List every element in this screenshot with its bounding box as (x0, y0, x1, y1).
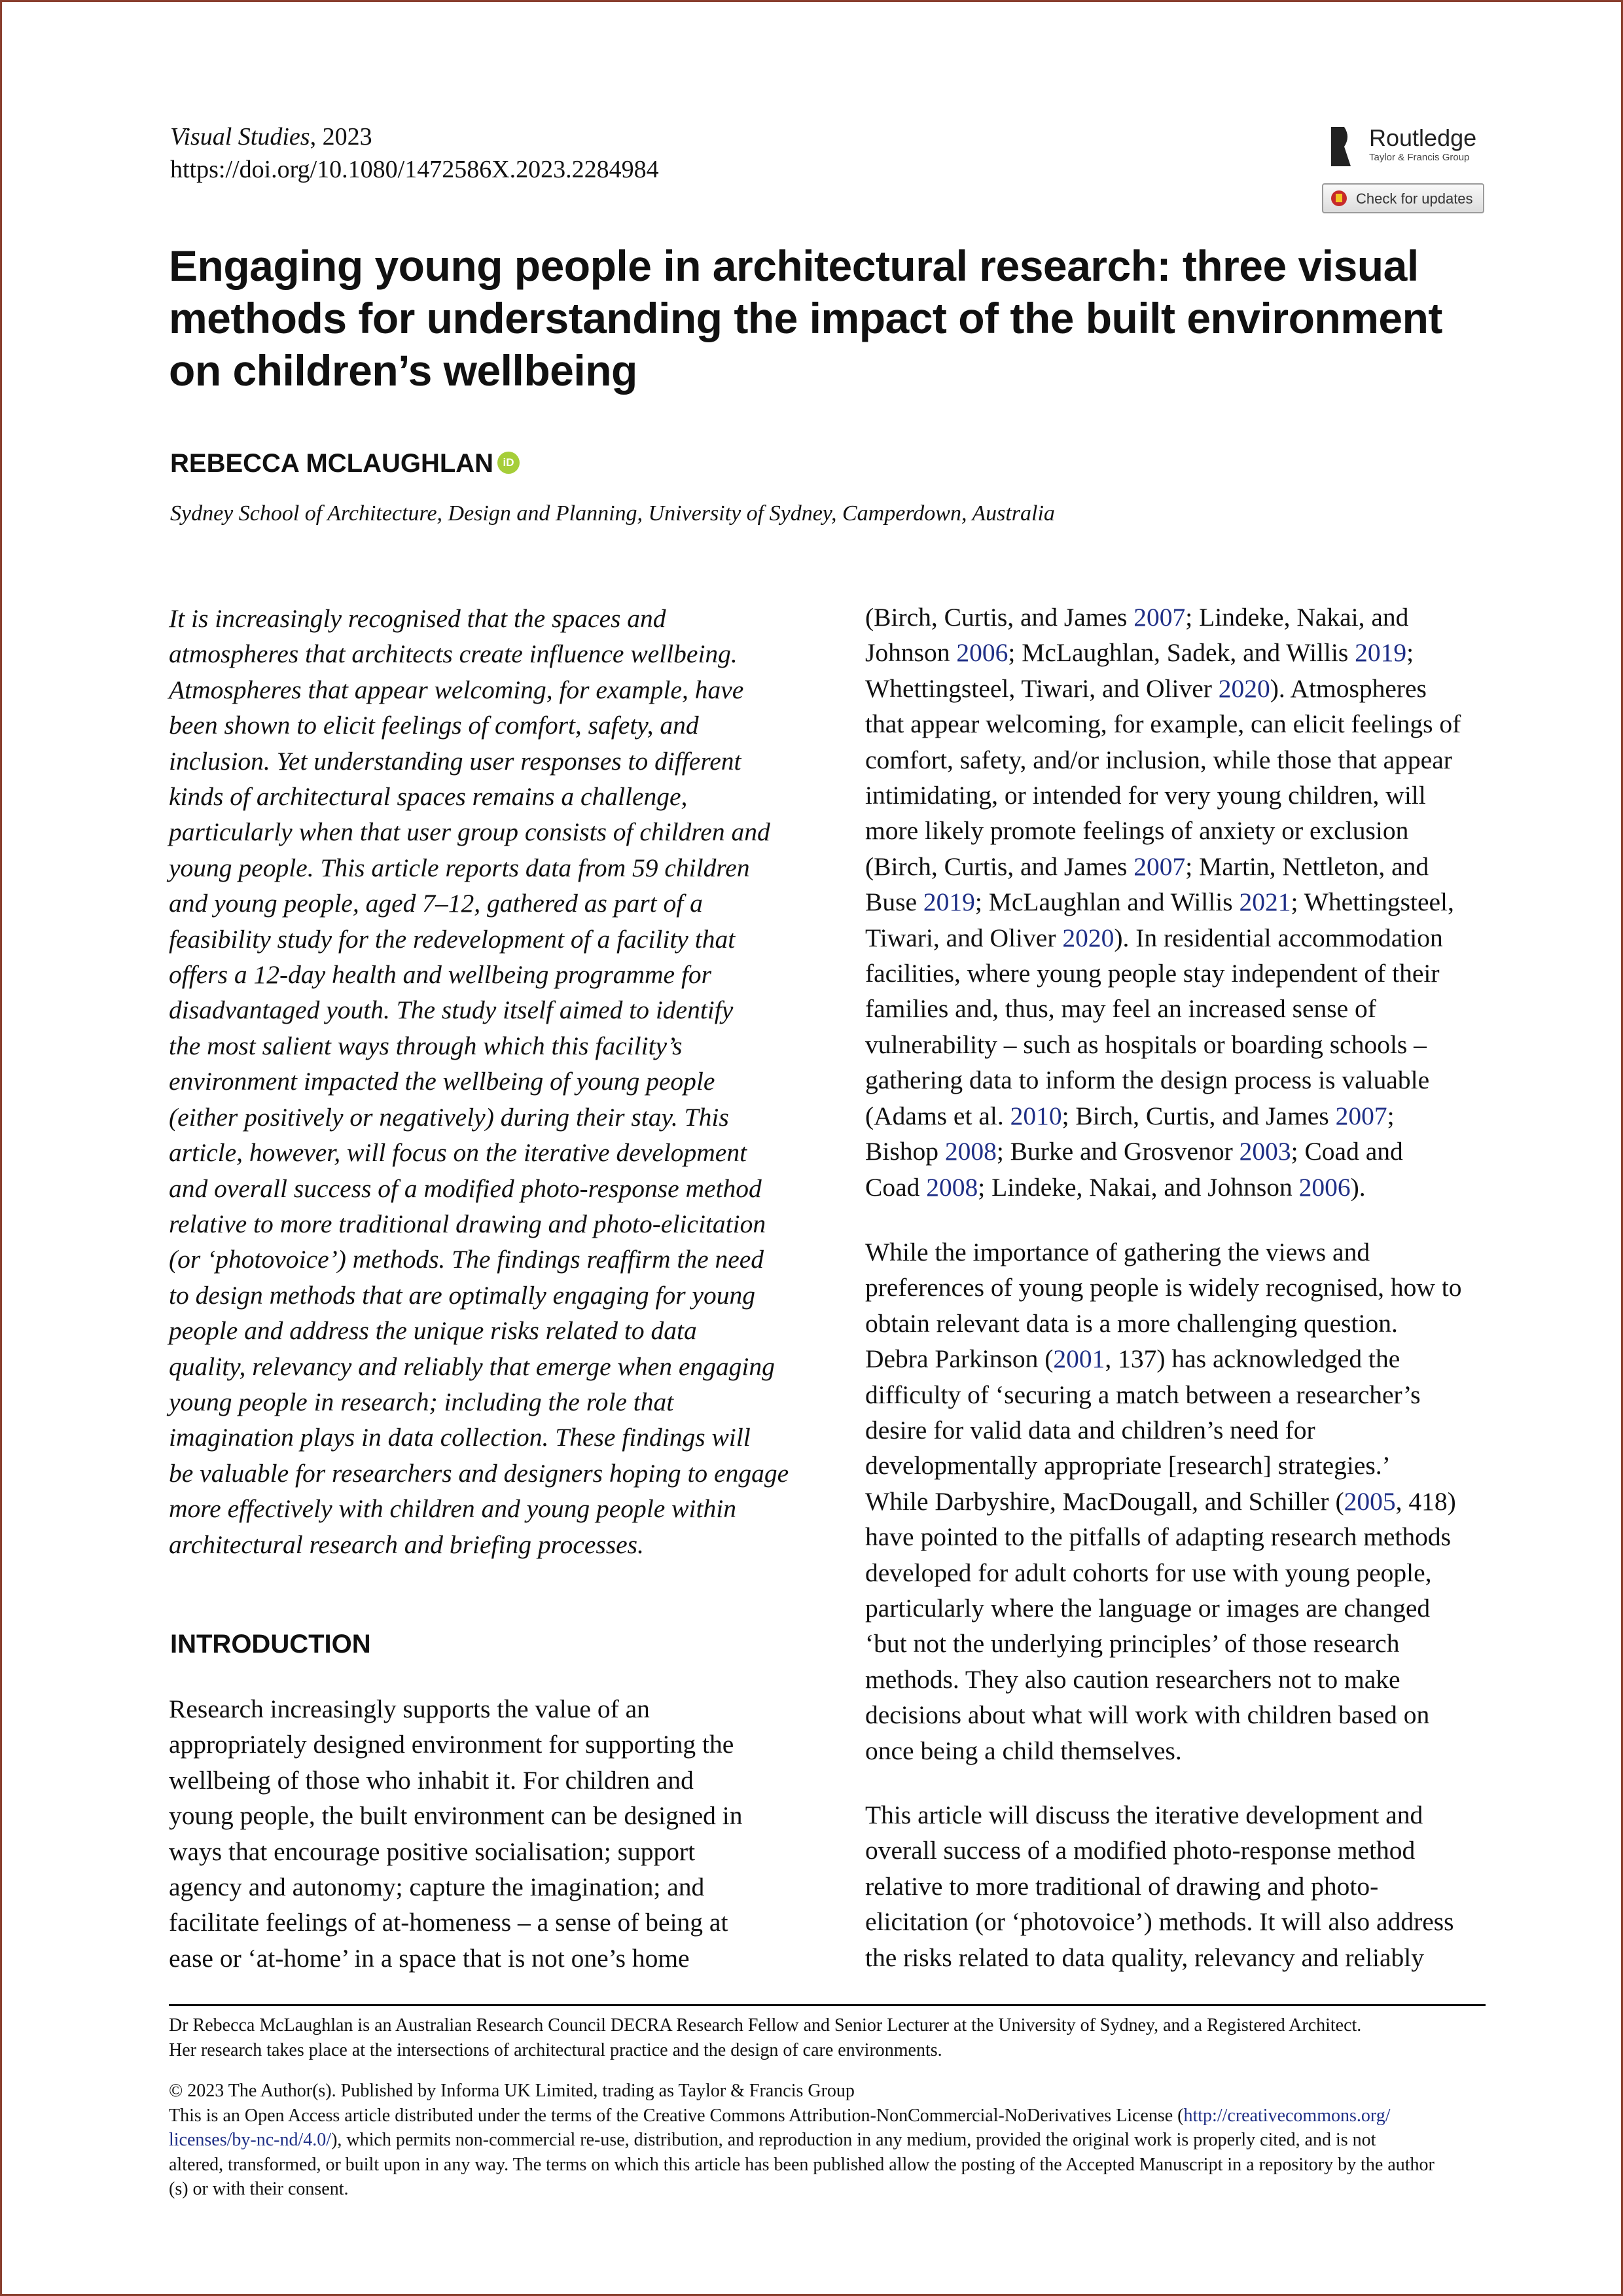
body-paragraph-1 (865, 600, 1493, 1205)
abstract-line: kinds of architectural spaces remains a challenge, (169, 782, 688, 812)
body-paragraph-3 (865, 1797, 1493, 1975)
text-line (865, 1697, 1493, 1732)
abstract-line: be valuable for researchers and designers hoping to engage (169, 1458, 789, 1488)
publisher-name: Routledge (1369, 124, 1477, 151)
journal-year: , 2023 (310, 123, 372, 151)
license-line: licenses/by-nc-nd/4.0/), which permits non-commercial re-use, distribution, and reproduction in any medium, provided the original work is properly cited, and is not (169, 2130, 1376, 2150)
abstract-line: disadvantaged youth. The study itself aimed to identify (169, 996, 734, 1025)
text-line: wellbeing of those who inhabit it. For children and (169, 1765, 694, 1795)
citation-link[interactable]: 2007 (1133, 852, 1186, 881)
text-line: appropriately designed environment for supporting the (169, 1730, 734, 1759)
text-line (865, 956, 1493, 991)
text-segment: gathering data to inform the design process is valuable (865, 1066, 1430, 1095)
license-note (169, 2079, 1491, 2202)
citation-link[interactable]: 2005 (1344, 1486, 1396, 1516)
text-segment: This article will discuss the iterative development and (865, 1801, 1423, 1829)
text-segment: ; Lindeke, Nakai, and (1185, 603, 1409, 632)
abstract-line: imagination plays in data collection. These findings will (169, 1423, 751, 1452)
bio-line: Her research takes place at the intersections of architectural practice and the design of care environments. (169, 2039, 942, 2060)
check-updates-label: Check for updates (1356, 190, 1473, 207)
text-line: Research increasingly supports the value of an (169, 1695, 650, 1723)
text-line (865, 1555, 1493, 1590)
section-heading-introduction: INTRODUCTION (170, 1630, 371, 1659)
text-segment: , 418) (1395, 1486, 1456, 1516)
text-line (865, 991, 1493, 1026)
abstract-line: article, however, will focus on the iterative development (169, 1138, 747, 1168)
citation-link[interactable]: 2001 (1053, 1344, 1105, 1374)
abstract-line: feasibility study for the redevelopment of a facility that (169, 924, 736, 954)
abstract-line: environment impacted the wellbeing of young people (169, 1067, 715, 1096)
publisher-logo (1331, 124, 1488, 168)
text-line (865, 1341, 1493, 1376)
text-segment: developed for adult cohorts for use with young people, (865, 1558, 1432, 1587)
author-name: REBECCA MCLAUGHLAN (170, 449, 494, 478)
text-line (865, 1590, 1493, 1626)
text-segment: overall success of a modified photo-response method (865, 1836, 1416, 1865)
text-line (865, 1940, 1493, 1975)
text-line (865, 778, 1493, 813)
abstract-line: to design methods that are optimally engaging for young (169, 1280, 755, 1310)
citation-link[interactable]: 2008 (926, 1172, 978, 1202)
abstract-line: and overall success of a modified photo-response method (169, 1174, 762, 1203)
text-segment: vulnerability – such as hospitals or boarding schools – (865, 1030, 1427, 1059)
text-line (865, 635, 1493, 670)
license-line: altered, transformed, or built upon in any way. The terms on which this article has been published allow the posting of the Accepted Manuscript in a repository by the author (169, 2154, 1435, 2175)
text-segment: While the importance of gathering the views and (865, 1238, 1370, 1266)
text-line (865, 849, 1493, 884)
license-link-part-2[interactable]: licenses/by-nc-nd/4.0/ (169, 2130, 332, 2150)
abstract-line: been shown to elicit feelings of comfort, safety, and (169, 711, 699, 740)
text-segment: developmentally appropriate [research] strategies.’ (865, 1451, 1391, 1480)
abstract-line: atmospheres that architects create influence wellbeing. (169, 639, 738, 669)
abstract-line: inclusion. Yet understanding user responses to different (169, 746, 741, 776)
copyright-line: © 2023 The Author(s). Published by Informa UK Limited, trading as Taylor & Francis Group (169, 2081, 855, 2101)
text-line (865, 600, 1493, 635)
text-segment: difficulty of ‘securing a match between a researcher’s (865, 1380, 1421, 1409)
text-segment: that appear welcoming, for example, can elicit feelings of (865, 709, 1461, 739)
text-segment: Bishop (865, 1137, 945, 1166)
text-segment: ; Burke and Grosvenor (996, 1137, 1240, 1166)
text-line (865, 1027, 1493, 1062)
abstract-line: offers a 12-day health and wellbeing programme for (169, 960, 712, 990)
text-segment: ‘but not the underlying principles’ of those research (865, 1629, 1400, 1659)
abstract-line: architectural research and briefing processes. (169, 1530, 644, 1559)
abstract-line: It is increasingly recognised that the spaces and (169, 604, 666, 633)
text-line (865, 1519, 1493, 1554)
text-line (865, 1626, 1493, 1661)
routledge-logo-icon-accent (1344, 127, 1351, 166)
license-line: (s) or with their consent. (169, 2179, 349, 2199)
text-line (865, 884, 1493, 920)
citation-link[interactable]: 2010 (1010, 1101, 1062, 1130)
text-segment: (Birch, Curtis, and James (865, 852, 1134, 881)
license-line: This is an Open Access article distributed under the terms of the Creative Commons Attribution-NonCommercial-NoDerivatives License (http://creativecommons.org/ (169, 2105, 1391, 2126)
text-segment: , 137) has acknowledged the (1105, 1344, 1400, 1374)
abstract-line: young people. This article reports data from 59 children (169, 853, 750, 882)
text-segment: ). Atmospheres (1270, 673, 1427, 703)
text-segment: ; Coad and (1291, 1137, 1403, 1166)
abstract (169, 601, 797, 1562)
text-line: ways that encourage positive socialisation; support (169, 1837, 696, 1866)
text-line (865, 1733, 1493, 1768)
text-line (865, 742, 1493, 778)
check-updates-button[interactable] (1322, 183, 1484, 213)
citation-link[interactable]: 2007 (1335, 1101, 1387, 1130)
text-segment: ; Birch, Curtis, and James (1061, 1101, 1336, 1130)
citation-link[interactable]: 2003 (1239, 1137, 1291, 1166)
text-line (865, 1869, 1493, 1904)
text-segment: comfort, safety, and/or inclusion, while those that appear (865, 745, 1452, 774)
text-segment: ; McLaughlan and Willis (974, 888, 1240, 917)
abstract-line: people and address the unique risks related to data (169, 1316, 697, 1346)
text-line (865, 813, 1493, 848)
text-segment: Whettingsteel, Tiwari, and Oliver (865, 673, 1219, 703)
abstract-line: more effectively with children and young people within (169, 1494, 736, 1524)
text-segment: once being a child themselves. (865, 1736, 1182, 1765)
text-line: agency and autonomy; capture the imagination; and (169, 1873, 705, 1902)
abstract-line: and young people, aged 7–12, gathered as part of a (169, 889, 703, 918)
text-segment: ). In residential accommodation (1114, 923, 1443, 952)
text-segment: particularly where the language or images are changed (865, 1594, 1431, 1623)
text-segment: ; (1387, 1101, 1395, 1130)
text-segment: Tiwari, and Oliver (865, 923, 1063, 952)
text-segment: the risks related to data quality, relevancy and reliably (865, 1943, 1425, 1972)
text-line (865, 671, 1493, 706)
author-bio-note (169, 2013, 1491, 2062)
text-segment: intimidating, or intended for very young children, will (865, 781, 1426, 810)
text-segment: more likely promote feelings of anxiety or exclusion (865, 816, 1409, 846)
introduction-paragraph (169, 1691, 797, 1976)
text-segment: obtain relevant data is a more challenging question. (865, 1308, 1398, 1338)
text-segment: ; Lindeke, Nakai, and Johnson (978, 1172, 1299, 1202)
text-line (865, 920, 1493, 956)
abstract-line: relative to more traditional drawing and photo-elicitation (169, 1209, 766, 1238)
abstract-line: young people in research; including the role that (169, 1387, 674, 1416)
citation-link[interactable]: 2006 (956, 638, 1008, 668)
citation-link[interactable]: 2006 (1298, 1172, 1351, 1202)
text-line (865, 1377, 1493, 1412)
text-line: young people, the built environment can be designed in (169, 1801, 743, 1831)
text-segment: elicitation (or ‘photovoice’) methods. It will also address (865, 1907, 1454, 1937)
text-line (865, 706, 1493, 742)
text-segment: ; (1406, 638, 1414, 668)
abstract-line: (either positively or negatively) during their stay. This (169, 1102, 729, 1132)
text-line (865, 1448, 1493, 1483)
journal-header (170, 120, 659, 186)
text-segment: Debra Parkinson ( (865, 1344, 1054, 1374)
text-segment: (Birch, Curtis, and James (865, 603, 1134, 632)
text-line (865, 1062, 1493, 1098)
text-line (865, 1134, 1493, 1169)
article-title: Engaging young people in architectural research: three visual methods for understanding the impact of the built environment on children’s wellbeing (169, 242, 1442, 395)
abstract-line: Atmospheres that appear welcoming, for example, have (169, 675, 744, 704)
text-segment: ). (1350, 1172, 1366, 1202)
abstract-line: quality, relevancy and reliably that emerge when engaging (169, 1352, 775, 1381)
text-segment: Coad (865, 1172, 927, 1202)
text-line (865, 1270, 1493, 1305)
citation-link[interactable]: 2021 (1239, 888, 1291, 917)
text-line (865, 1098, 1493, 1134)
citation-link[interactable]: 2020 (1062, 923, 1115, 952)
crossmark-icon (1331, 190, 1347, 206)
text-segment: families and, thus, may feel an increased sense of (865, 994, 1376, 1024)
bio-line: Dr Rebecca McLaughlan is an Australian Research Council DECRA Research Fellow and Senior Lecturer at the University of Sydney, and a Registered Architect. (169, 2015, 1362, 2036)
license-link-part-1[interactable]: http://creativecommons.org/ (1183, 2105, 1391, 2126)
text-segment: preferences of young people is widely recognised, how to (865, 1273, 1462, 1302)
citation-link[interactable]: 2019 (1355, 638, 1407, 668)
text-line: ease or ‘at-home’ in a space that is not one’s home (169, 1943, 690, 1973)
text-segment: methods. They also caution researchers not to make (865, 1664, 1400, 1694)
footnote-divider (169, 2004, 1486, 2006)
text-segment: decisions about what will work with children based on (865, 1700, 1430, 1730)
abstract-line: particularly when that user group consists of children and (169, 817, 770, 847)
text-line (865, 1170, 1493, 1205)
text-segment: ; Martin, Nettleton, and (1185, 852, 1429, 881)
text-line (865, 1412, 1493, 1448)
text-segment: relative to more traditional of drawing and photo- (865, 1871, 1379, 1901)
body-paragraph-2 (865, 1234, 1493, 1768)
text-line: facilitate feelings of at-homeness – a sense of being at (169, 1908, 728, 1937)
text-segment: While Darbyshire, MacDougall, and Schiller ( (865, 1486, 1344, 1516)
text-line (865, 1662, 1493, 1697)
text-segment: desire for valid data and children’s need for (865, 1416, 1315, 1445)
citation-link[interactable]: 2007 (1133, 603, 1186, 632)
text-segment: have pointed to the pitfalls of adapting research methods (865, 1522, 1452, 1552)
text-segment: facilities, where young people stay independent of their (865, 959, 1440, 988)
abstract-line: the most salient ways through which this facility’s (169, 1031, 683, 1060)
text-line (865, 1797, 1493, 1833)
citation-link[interactable]: 2019 (923, 888, 975, 917)
text-line (865, 1833, 1493, 1868)
text-segment: Johnson (865, 638, 957, 668)
citation-link[interactable]: 2020 (1218, 673, 1270, 703)
citation-link[interactable]: 2008 (944, 1137, 997, 1166)
doi-link[interactable]: https://doi.org/10.1080/1472586X.2023.2284984 (170, 156, 659, 183)
author-affiliation: Sydney School of Architecture, Design and Planning, University of Sydney, Camperdown, Australia (170, 501, 1055, 526)
routledge-logo-icon (1331, 127, 1344, 166)
text-segment: (Adams et al. (865, 1101, 1010, 1130)
abstract-line: (or ‘photovoice’) methods. The findings reaffirm the need (169, 1245, 764, 1274)
text-line (865, 1234, 1493, 1270)
text-line (865, 1306, 1493, 1341)
text-line (865, 1484, 1493, 1519)
orcid-icon[interactable]: iD (497, 452, 520, 474)
text-segment: ; Whettingsteel, (1291, 888, 1454, 917)
journal-name: Visual Studies (170, 123, 310, 151)
text-segment: ; McLaughlan, Sadek, and Willis (1008, 638, 1355, 668)
publisher-subtitle: Taylor & Francis Group (1369, 152, 1470, 163)
text-line (865, 1904, 1493, 1939)
text-segment: Buse (865, 888, 923, 917)
